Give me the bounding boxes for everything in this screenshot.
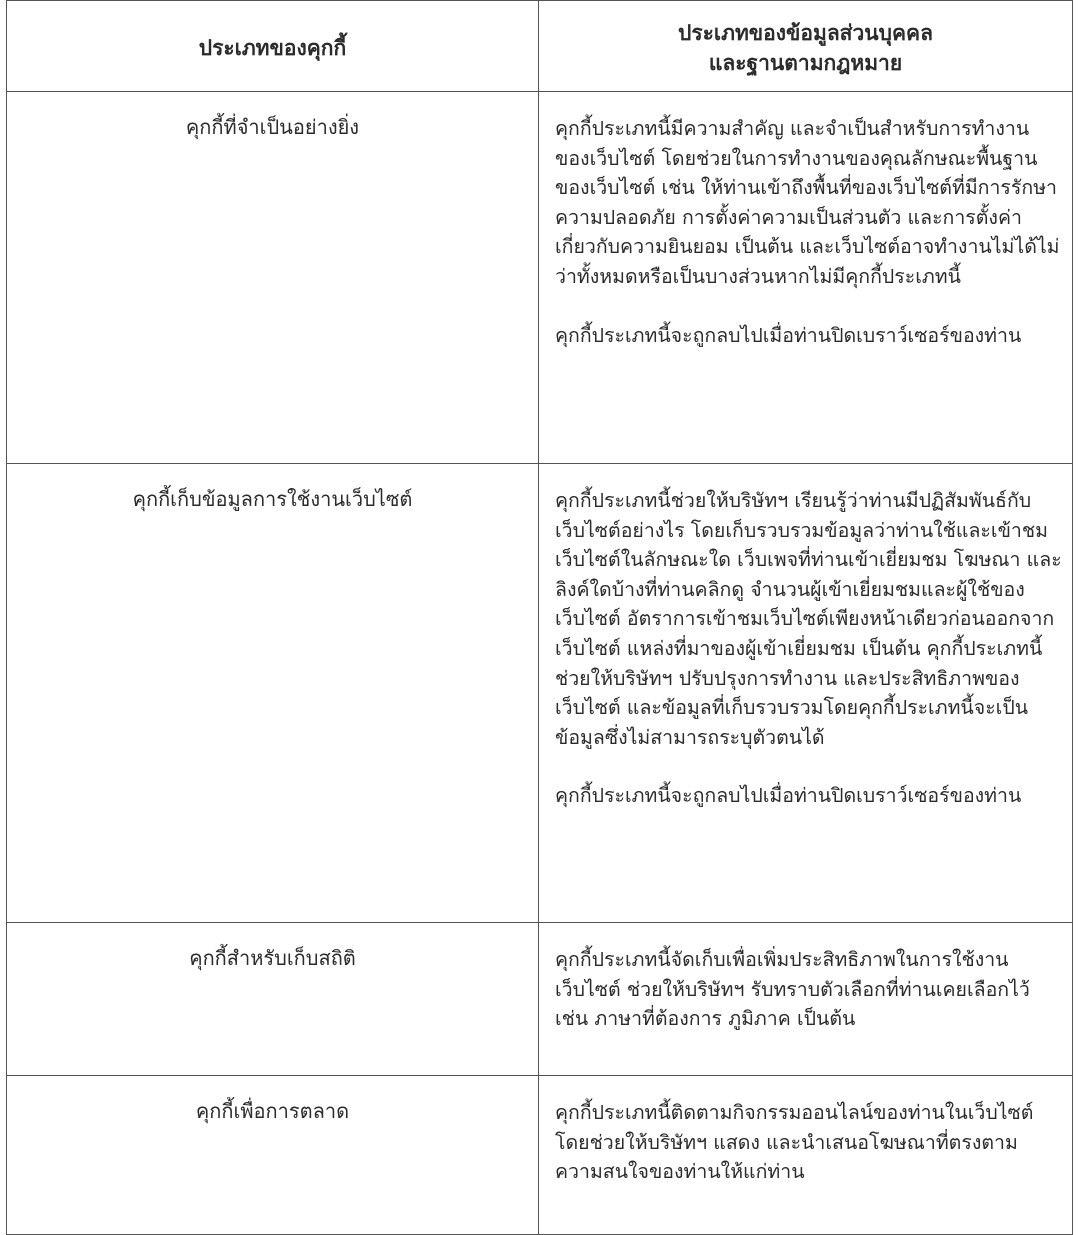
cookie-type-label: คุกกี้ที่จำเป็นอย่างยิ่ง <box>185 115 360 139</box>
table-row <box>7 464 1073 923</box>
description-paragraph: คุกกี้ประเภทนี้ติดตามกิจกรรมออนไลน์ของท่านในเว็บไซต์ โดยช่วยให้บริษัทฯ แสดง และนำเสนอโฆษณาที่ตรงตามความสนใจของท่านให้แก่ท่าน <box>555 1101 1034 1184</box>
cookie-policy-table <box>6 0 1073 1235</box>
header-data-type-line2: และฐานตามกฎหมาย <box>708 51 903 75</box>
cookie-type-label: คุกกี้สำหรับเก็บสถิติ <box>189 946 356 970</box>
header-cookie-type-label: ประเภทของคุกกี้ <box>198 36 347 60</box>
cookie-type-label: คุกกี้เพื่อการตลาด <box>195 1099 350 1123</box>
cookie-description-cell <box>539 464 1073 923</box>
header-data-type-line1: ประเภทของข้อมูลส่วนบุคคล <box>678 21 933 45</box>
description-paragraph: คุกกี้ประเภทนี้มีความสำคัญ และจำเป็นสำหรับการทำงานของเว็บไซต์ โดยช่วยในการทำงานของคุณลักษณะพื้นฐานของเว็บไซต์ เช่น ให้ท่านเข้าถึงพื้นที่ของเว็บไซต์ที่มีการรักษาความปลอดภัย การตั้งค่าความเป็นส่วนตัว และการตั้งค่าเกี่ยวกับความยินยอม เป็นต้น และเว็บไซต์อาจทำงานไม่ได้ไม่ว่าทั้งหมดหรือเป็นบางส่วนหากไม่มีคุกกี้ประเภทนี้ <box>555 117 1060 288</box>
description-paragraph: คุกกี้ประเภทนี้จะถูกลบไปเมื่อท่านปิดเบราว์เซอร์ของท่าน <box>555 784 1022 808</box>
description-paragraph: คุกกี้ประเภทนี้จะถูกลบไปเมื่อท่านปิดเบราว์เซอร์ของท่าน <box>555 323 1022 347</box>
table-row <box>7 1076 1073 1235</box>
description-paragraph: คุกกี้ประเภทนี้ช่วยให้บริษัทฯ เรียนรู้ว่าท่านมีปฏิสัมพันธ์กับเว็บไซต์อย่างไร โดยเก็บรวบรวมข้อมูลว่าท่านใช้และเข้าชมเว็บไซต์ในลักษณะใด เว็บเพจที่ท่านเข้าเยี่ยมชม โฆษณา และลิงค์ใดบ้างที่ท่านคลิกดู จำนวนผู้เข้าเยี่ยมชมและผู้ใช้ของเว็บไซต์ อัตราการเข้าชมเว็บไซต์เพียงหน้าเดียวก่อนออกจากเว็บไซต์ แหล่งที่มาของผู้เข้าเยี่ยมชม เป็นต้น คุกกี้ประเภทนี้ช่วยให้บริษัทฯ ปรับปรุงการทำงาน และประสิทธิภาพของเว็บไซต์ และข้อมูลที่เก็บรวบรวมโดยคุกกี้ประเภทนี้จะเป็นข้อมูลซึ่งไม่สามารถระบุตัวตนได้ <box>555 489 1062 749</box>
table-header-row <box>7 1 1073 92</box>
header-cookie-type <box>7 1 539 92</box>
cookie-description-cell <box>539 1076 1073 1235</box>
table-row <box>7 92 1073 464</box>
cookie-type-cell <box>7 1076 539 1235</box>
cookie-type-cell <box>7 92 539 464</box>
cookie-description-cell <box>539 923 1073 1076</box>
cookie-type-label: คุกกี้เก็บข้อมูลการใช้งานเว็บไซต์ <box>132 487 413 511</box>
table-row <box>7 923 1073 1076</box>
cookie-type-cell <box>7 464 539 923</box>
description-paragraph: คุกกี้ประเภทนี้จัดเก็บเพื่อเพิ่มประสิทธิภาพในการใช้งานเว็บไซต์ ช่วยให้บริษัทฯ รับทราบตัวเลือกที่ท่านเคยเลือกไว้ เช่น ภาษาที่ต้องการ ภูมิภาค เป็นต้น <box>555 948 1030 1031</box>
cookie-description-cell <box>539 92 1073 464</box>
cookie-type-cell <box>7 923 539 1076</box>
header-data-type <box>539 1 1073 92</box>
